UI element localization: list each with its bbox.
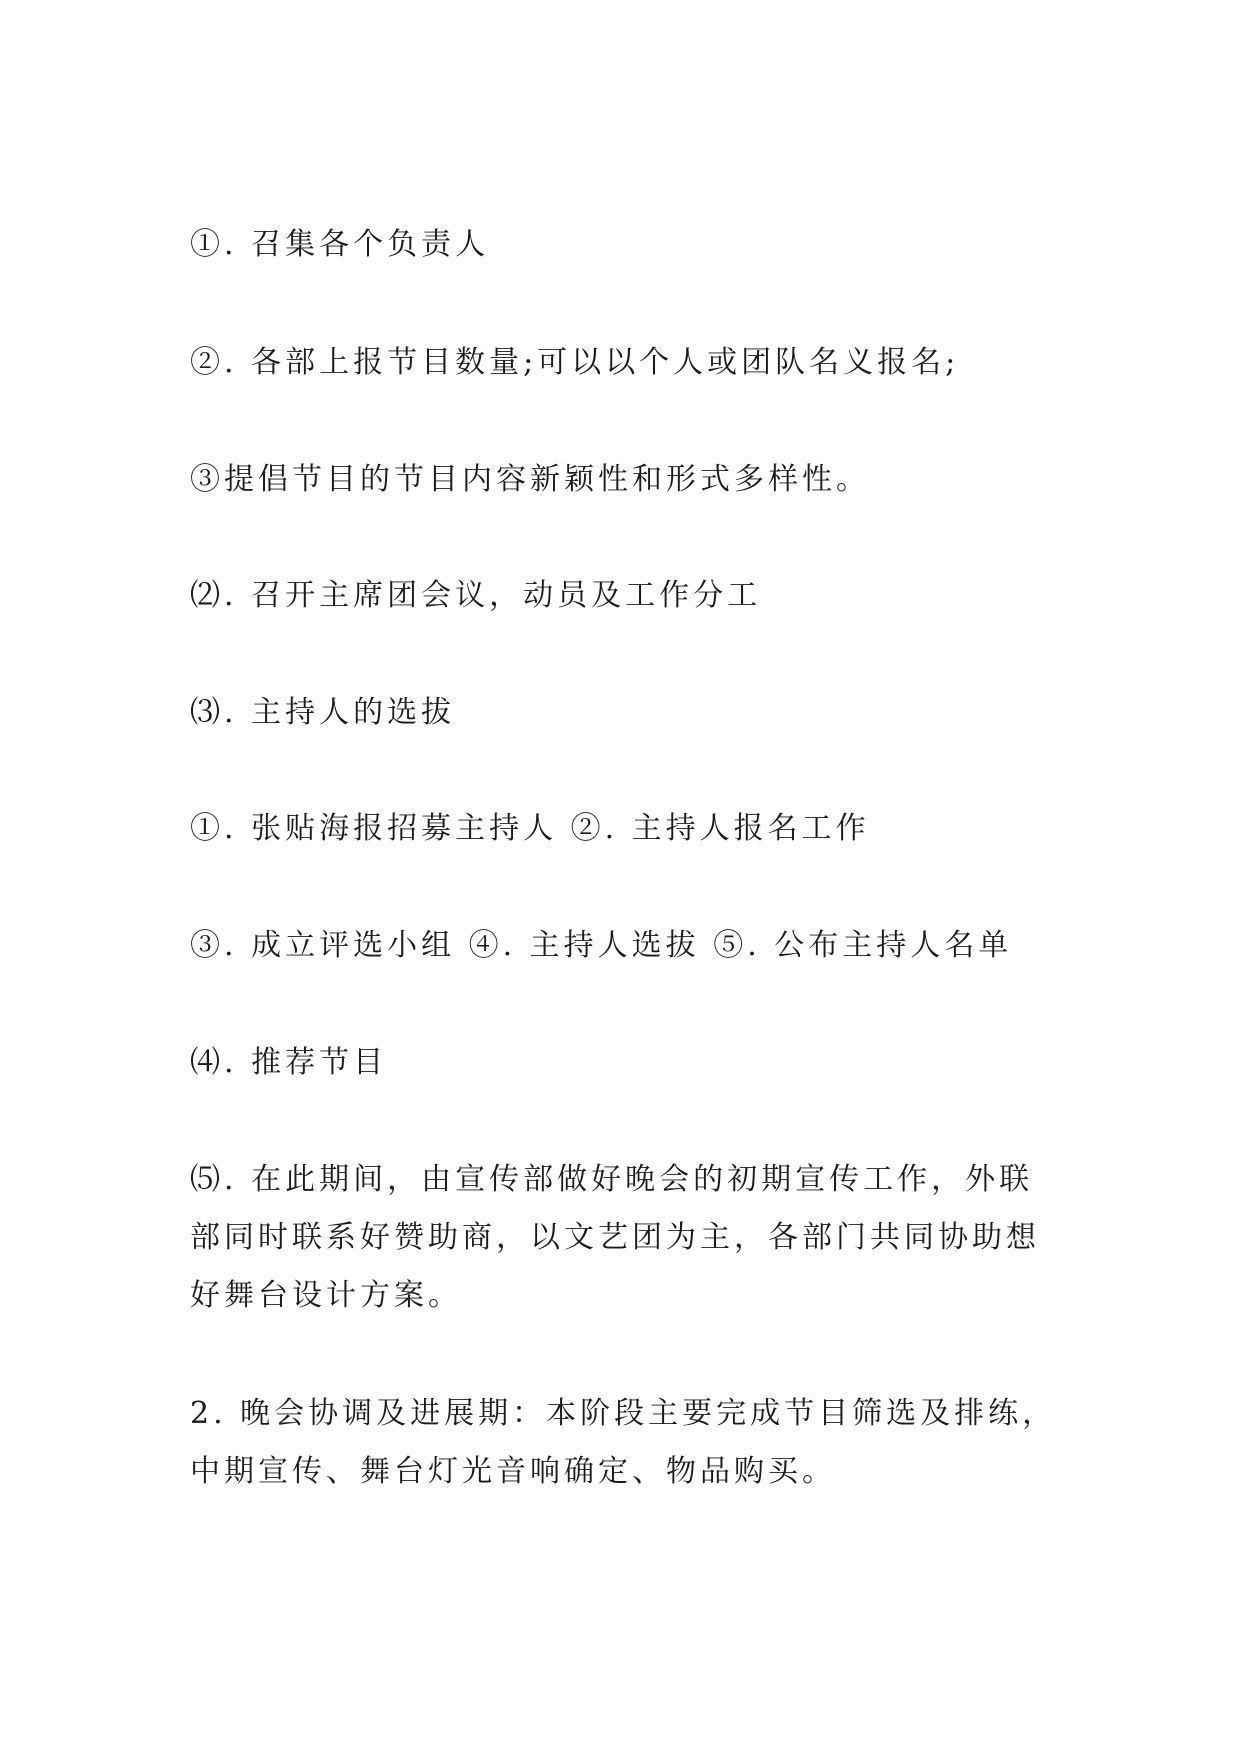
paragraph-encourage-novelty: ③提倡节目的节目内容新颖性和形式多样性。 <box>190 462 870 497</box>
paragraph-recommend-programs: ⑷. 推荐节目 <box>190 1045 388 1080</box>
paragraph-presidium-meeting: ⑵. 召开主席团会议，动员及工作分工 <box>190 578 762 613</box>
paragraph-report-program-count: ②. 各部上报节目数量;可以以个人或团队名义报名; <box>190 345 960 380</box>
paragraph-host-recruitment-steps: ①. 张贴海报招募主持人 ②. 主持人报名工作 <box>190 811 870 846</box>
paragraph-host-evaluation-steps: ③. 成立评选小组 ④. 主持人选拔 ⑤. 公布主持人名单 <box>190 928 1013 963</box>
paragraph-coordination-phase: 2. 晚会协调及进展期：本阶段主要完成节目筛选及排练，中期宣传、舞台灯光音响确定、物品购买。 <box>190 1396 1057 1489</box>
paragraph-host-selection: ⑶. 主持人的选拔 <box>190 695 456 730</box>
paragraph-convene-leaders: ①. 召集各个负责人 <box>190 227 490 262</box>
paragraph-publicity-sponsorship: ⑸. 在此期间，由宣传部做好晚会的初期宣传工作，外联部同时联系好赞助商，以文艺团为主，各部门共同协助想好舞台设计方案。 <box>190 1162 1040 1313</box>
